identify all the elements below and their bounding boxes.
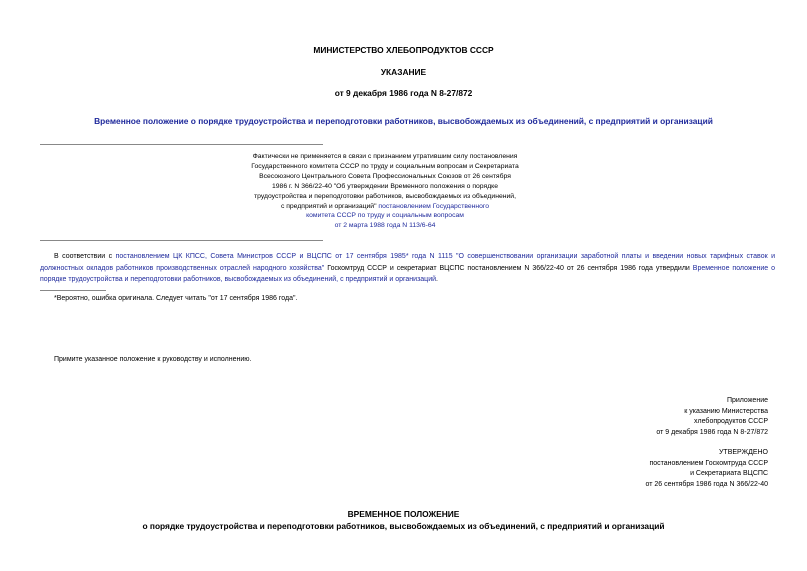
divider-bottom [40,240,323,241]
status-note [230,152,540,231]
appendix-line: к указанию Министерства [684,407,768,415]
appendix-block [600,396,768,438]
appendix-line: от 9 декабря 1986 года N 8-27/872 [656,428,768,436]
regulation-link[interactable]: Временное положение о порядке трудоустройства и переподготовки работников, высвобождаемых из объединений, с предприятий и организаций [40,264,775,283]
status-note-line [230,202,540,212]
appendix-line: Приложение [726,397,768,404]
document-title[interactable]: Временное положение о порядке трудоустройства и переподготовки работников, высвобождаемых из объединений, с предприятий и организаций [94,116,713,126]
paragraph-text: . [436,276,438,283]
repeal-link-continued[interactable]: комитета СССР по труду и социальным вопросам [306,212,464,220]
approved-line: и Секретариата ВЦСПС [690,470,768,477]
status-note-line: Государственного комитета СССР по труду и социальным вопросам и Секретариата [251,162,519,170]
footnote-rule [40,290,106,291]
approved-block [600,448,768,490]
instruction-text: Примите указанное положение к руководству и исполнению. [54,356,252,363]
document-date-number: от 9 декабря 1986 года N 8-27/872 [334,88,473,98]
repeal-link[interactable]: постановлением Государственного [378,202,490,210]
ministry-heading: МИНИСТЕРСТВО ХЛЕБОПРОДУКТОВ СССР [313,45,494,55]
status-note-line: 1986 г. N 366/22-40 "Об утверждении Временного положения о порядке [272,182,498,190]
divider-top [40,144,323,145]
regulation-heading: ВРЕМЕННОЕ ПОЛОЖЕНИЕ [347,509,460,519]
status-note-line: трудоустройства и переподготовки работников, высвобождаемых из объединений, [254,192,516,200]
approved-line: УТВЕРЖДЕНО [718,449,768,456]
approved-line: постановлением Госкомтруда СССР [649,459,768,467]
regulation-subheading: о порядке трудоустройства и переподготовки работников, высвобождаемых из объединений, с предприятий и организаций [142,521,665,531]
paragraph-text: Госкомтруд СССР и секретариат ВЦСПС постановлением N 366/22-40 от 26 сентября 1986 года утвердили [324,264,693,272]
document-type: УКАЗАНИЕ [380,67,427,77]
paragraph-text: В соответствии с [54,253,116,260]
status-note-text: с предприятий и организаций" [280,202,379,210]
status-note-line: Фактически не применяется в связи с признанием утратившим силу постановления [252,153,518,160]
approved-line: от 26 сентября 1986 года N 366/22-40 [645,480,768,488]
footnote: *Вероятно, ошибка оригинала. Следует читать "от 17 сентября 1986 года". [54,295,298,302]
decree-link[interactable]: постановлением ЦК КПСС, Совета Министров СССР и ВЦСПС от 17 сентября 1985* года N 1115 "О совершенствовании организации заработной платы и введении новых тарифных ставок и должностных окладов работников производственных отраслей народного хозяйства" [40,253,776,272]
status-note-line: Всесоюзного Центрального Совета Профессиональных Союзов от 26 сентября [259,172,511,180]
main-paragraph [40,251,775,286]
repeal-link-continued[interactable]: от 2 марта 1988 года N 113/6-64 [334,222,436,230]
appendix-line: хлебопродуктов СССР [694,418,768,425]
